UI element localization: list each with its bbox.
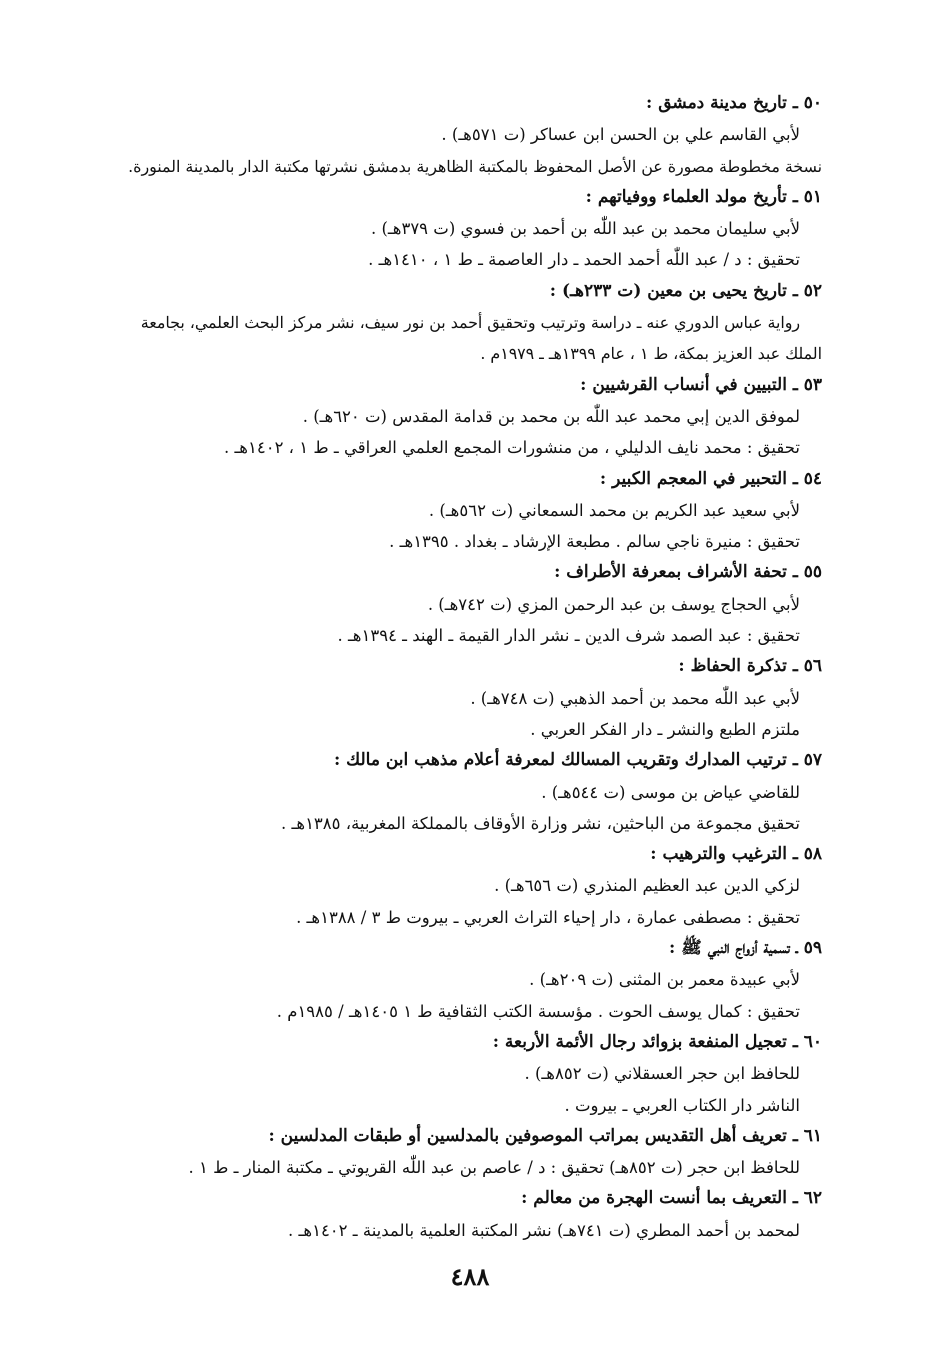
entry-author: لأبي عبيدة معمر بن المثنى (ت ٢٠٩هـ) .	[529, 970, 800, 990]
entry-author: للحافظ ابن حجر (ت ٨٥٢هـ) تحقيق : د / عاصم بن عبد اللّٰه القريوتي ـ مكتبة المنار ـ ط ١ .	[188, 1158, 800, 1178]
entry-publication: الملك عبد العزيز بمكة، ط ١ ، عام ١٣٩٩هـ ـ ١٩٧٩م .	[480, 344, 822, 364]
bibliography-entry-54	[100, 464, 822, 558]
bibliography-entry-60	[100, 1027, 822, 1121]
entry-heading: ٥٧ ـ ترتيب المدارك وتقريب المسالك لمعرفة أعلام مذهب ابن مالك :	[333, 750, 822, 771]
bibliography-entry-52	[100, 276, 822, 370]
entry-heading: ٦١ ـ تعريف أهل التقديس بمراتب الموصوفين بالمدلسين أو طبقات المدلسين :	[268, 1125, 822, 1146]
bibliography-entry-62	[100, 1183, 822, 1246]
entry-heading: ٥٦ ـ تذكرة الحفاظ :	[678, 656, 822, 677]
entry-publication: تحقيق : عبد الصمد شرف الدين ـ نشر الدار القيمة ـ الهند ـ ١٣٩٤هـ .	[337, 626, 800, 646]
entry-publication: تحقيق : منيرة ناجي سالم . مطبعة الإرشاد ـ بغداد . ١٣٩٥هـ .	[389, 532, 800, 552]
entry-heading: ٥١ ـ تأريخ مولد العلماء ووفياتهم :	[585, 186, 822, 207]
entry-author: للقاضي عياض بن موسى (ت ٥٤٤هـ) .	[541, 782, 800, 802]
bibliography-entry-53	[100, 370, 822, 464]
entry-heading: ٥٤ ـ التحبير في المعجم الكبير :	[599, 468, 822, 489]
entry-publication: ملتزم الطبع والنشر ـ دار الفكر العربي .	[530, 719, 800, 739]
entry-publication: نسخة مخطوطة مصورة عن الأصل المحفوظ بالمكتبة الظاهرية بدمشق نشرتها مكتبة الدار بالمدينة المنورة.	[128, 156, 822, 176]
entry-heading: ٥٥ ـ تحفة الأشراف بمعرفة الأطراف :	[554, 562, 822, 583]
bibliography-page	[100, 88, 822, 1246]
entry-author: لموفق الدين إبي محمد عبد اللّٰه بن محمد بن قدامة المقدس (ت ٦٢٠هـ) .	[302, 406, 800, 426]
entry-author: لأبي سليمان محمد بن عبد اللّٰه بن أحمد بن فسوي (ت ٣٧٩هـ) .	[370, 219, 800, 239]
entry-author: لأبي القاسم علي بن الحسن ابن عساكر (ت ٥٧١هـ) .	[441, 125, 800, 145]
entry-publication: تحقيق : مصطفى عمارة ، دار إحياء التراث العربي ـ بيروت ط ٣ / ١٣٨٨هـ .	[296, 907, 800, 927]
entry-heading: ٥٨ ـ الترغيب والترهيب :	[650, 844, 822, 865]
bibliography-entry-59	[100, 933, 822, 1027]
entry-author: لزكي الدين عبد العظيم المنذري (ت ٦٥٦هـ) .	[494, 876, 800, 896]
bibliography-entry-50	[100, 88, 822, 182]
entry-author: رواية عباس الدوري عنه ـ دراسة وترتيب وتحقيق أحمد بن نور سيف، نشر مركز البحث العلمي، بجامعة	[140, 313, 800, 333]
bibliography-entry-51	[100, 182, 822, 276]
bibliography-entry-56	[100, 651, 822, 745]
entry-author: لأبي عبد اللّٰه محمد بن أحمد الذهبي (ت ٧٤٨هـ) .	[470, 688, 800, 708]
entry-publication: تحقيق : محمد نايف الدليلي ، من منشورات المجمع العلمي العراقي ـ ط ١ ، ١٤٠٢هـ .	[223, 438, 800, 458]
entry-publication: تحقيق : كمال يوسف الحوت . مؤسسة الكتب الثقافية ط ١ ١٤٠٥هـ / ١٩٨٥م .	[276, 1001, 800, 1021]
entry-author: لأبي الحجاج يوسف بن عبد الرحمن المزي (ت ٧٤٢هـ) .	[427, 594, 800, 614]
entry-heading: ٥٠ ـ تاريخ مدينة دمشق :	[646, 93, 822, 113]
entry-author: لمحمد بن أحمد المطري (ت ٧٤١هـ) نشر المكتبة العلمية بالمدينة ـ ١٤٠٢هـ .	[288, 1220, 800, 1240]
bibliography-entry-57	[100, 745, 822, 839]
entry-heading: ٥٩ ـ تسمية أزواج النبي ﷺ :	[669, 938, 822, 959]
entry-publication: الناشر دار الكتاب العربي ـ بيروت .	[564, 1095, 800, 1115]
entry-author: لأبي سعيد عبد الكريم بن محمد السمعاني (ت ٥٦٢هـ) .	[428, 500, 800, 520]
entry-author: للحافظ ابن حجر العسقلاني (ت ٨٥٢هـ) .	[524, 1064, 800, 1084]
entry-heading: ٦٢ ـ التعريف بما أنست الهجرة من معالم :	[521, 1188, 822, 1209]
entry-heading: ٥٣ ـ التبيين في أنساب القرشيين :	[580, 374, 822, 395]
entry-heading: ٥٢ ـ تاريخ يحيى بن معين (ت ٢٣٣هـ) :	[549, 280, 822, 301]
entry-heading: ٦٠ ـ تعجيل المنفعة بزوائد رجال الأئمة الأربعة :	[492, 1031, 822, 1052]
page-number: ٤٨٨	[450, 1262, 490, 1291]
entry-publication: تحقيق : د / عبد اللّٰه أحمد الحمد ـ دار العاصمة ـ ط ١ ، ١٤١٠هـ .	[368, 250, 800, 270]
bibliography-entry-61	[100, 1121, 822, 1184]
bibliography-entry-58	[100, 839, 822, 933]
entry-publication: تحقيق مجموعة من الباحثين، نشر وزارة الأوقاف بالمملكة المغربية، ١٣٨٥هـ .	[281, 813, 800, 833]
bibliography-entry-55	[100, 557, 822, 651]
